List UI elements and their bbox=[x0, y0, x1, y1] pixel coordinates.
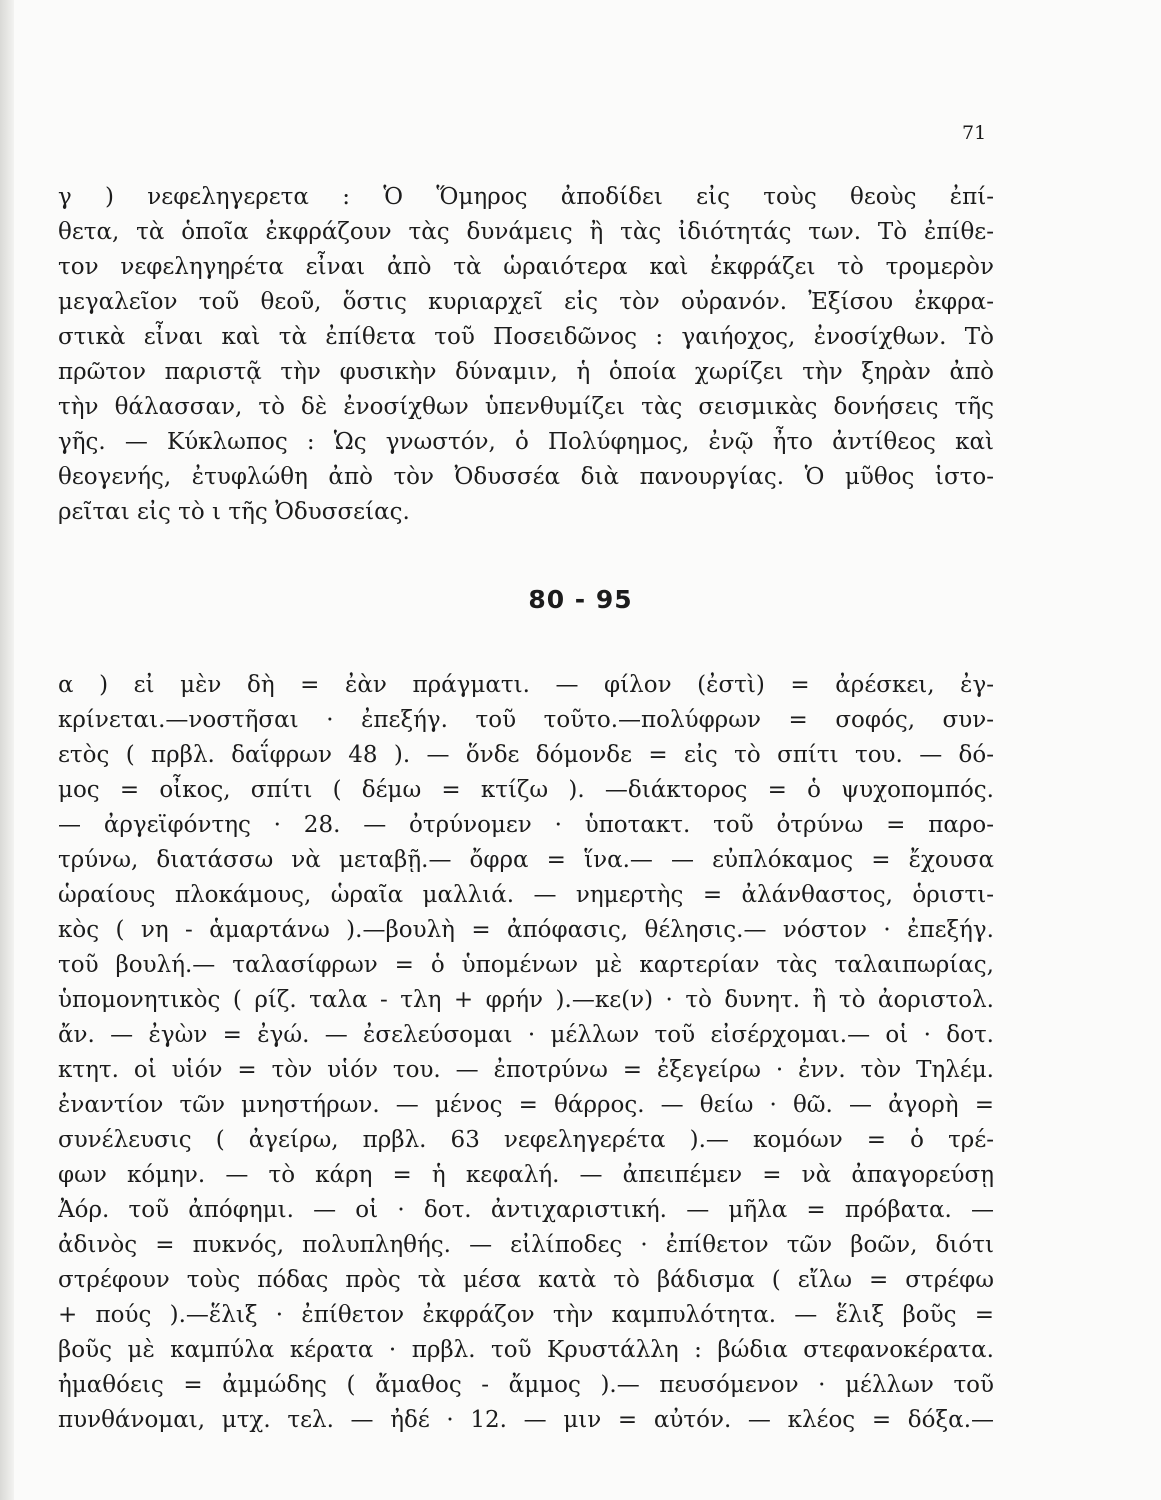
text-line: γῆς. — Κύκλωπος : Ὡς γνωστόν, ὁ Πολύφημος, ἐνῷ ἦτο ἀντίθεος καὶ bbox=[58, 429, 994, 455]
text-line: μεγαλεῖον τοῦ θεοῦ, ὅστις κυριαρχεῖ εἰς τὸν οὐρανόν. Ἐξίσου ἐκφρα- bbox=[58, 289, 994, 315]
text-line: — ἀργεϊφόντης · 28. — ὀτρύνομεν · ὑποτακτ. τοῦ ὀτρύνω = παρο- bbox=[58, 812, 994, 838]
text-line: στικὰ εἶναι καὶ τὰ ἐπίθετα τοῦ Ποσειδῶνος : γαιήοχος, ἐνοσίχθων. Τὸ bbox=[58, 324, 994, 350]
text-line: γ ) νεφεληγερετα : Ὁ Ὅμηρος ἀποδίδει εἰς τοὺς θεοὺς ἐπί- bbox=[58, 184, 994, 210]
text-line: κτητ. οἱ υἱόν = τὸν υἱόν του. — ἐποτρύνω = ἐξεγείρω · ἐνν. τὸν Τηλέμ. bbox=[58, 1057, 994, 1083]
text-line: ὑπομονητικὸς ( ρίζ. ταλα - τλη + φρήν ).—κε(ν) · τὸ δυνητ. ἢ τὸ ἀοριστολ. bbox=[58, 987, 994, 1013]
text-line: Ἀόρ. τοῦ ἀπόφημι. — οἱ · δοτ. ἀντιχαριστική. — μῆλα = πρόβατα. — bbox=[58, 1197, 994, 1223]
text-line: ὡραίους πλοκάμους, ὡραῖα μαλλιά. — νημερτὴς = ἀλάνθαστος, ὁριστι- bbox=[58, 882, 994, 908]
text-line: τρύνω, διατάσσω νὰ μεταβῇ.— ὄφρα = ἵνα.— — εὐπλόκαμος = ἔχουσα bbox=[58, 847, 994, 873]
text-line: κὸς ( νη - ἁμαρτάνω ).—βουλὴ = ἀπόφασις, θέλησις.— νόστον · ἐπεξήγ. bbox=[58, 917, 994, 943]
text-line: μος = οἶκος, σπίτι ( δέμω = κτίζω ). —διάκτορος = ὁ ψυχοπομπός. bbox=[58, 777, 994, 803]
text-line: πρῶτον παριστᾷ τὴν φυσικὴν δύναμιν, ἡ ὁποία χωρίζει τὴν ξηρὰν ἀπὸ bbox=[58, 359, 994, 385]
text-line: θετα, τὰ ὁποῖα ἐκφράζουν τὰς δυνάμεις ἢ τὰς ἰδιότητάς των. Τὸ ἐπίθε- bbox=[58, 219, 994, 245]
text-line: τοῦ βουλή.— ταλασίφρων = ὁ ὑπομένων μὲ καρτερίαν τὰς ταλαιπωρίας, bbox=[58, 952, 994, 978]
text-line: φων κόμην. — τὸ κάρη = ἡ κεφαλή. — ἀπειπέμεν = νὰ ἀπαγορεύσῃ bbox=[58, 1162, 994, 1188]
text-line: ἠμαθόεις = ἀμμώδης ( ἄμαθος - ἄμμος ).— πευσόμενον · μέλλων τοῦ bbox=[58, 1372, 994, 1398]
text-line: τον νεφεληγηρέτα εἶναι ἀπὸ τὰ ὡραιότερα καὶ ἐκφράζει τὸ τρομερὸν bbox=[58, 254, 994, 280]
text-line: συνέλευσις ( ἀγείρω, πρβλ. 63 νεφεληγερέτα ).— κομόων = ὁ τρέ- bbox=[58, 1127, 994, 1153]
text-line: τὴν θάλασσαν, τὸ δὲ ἐνοσίχθων ὑπενθυμίζει τὰς σεισμικὰς δονήσεις τῆς bbox=[58, 394, 994, 420]
text-line: ἀδινὸς = πυκνός, πολυπληθής. — εἰλίποδες · ἐπίθετον τῶν βοῶν, διότι bbox=[58, 1232, 994, 1258]
text-line: θεογενής, ἐτυφλώθη ἀπὸ τὸν Ὀδυσσέα διὰ πανουργίας. Ὁ μῦθος ἱστο- bbox=[58, 464, 994, 490]
text-line: πυνθάνομαι, μτχ. τελ. — ἠδέ · 12. — μιν = αὐτόν. — κλέος = δόξα.— bbox=[58, 1407, 994, 1433]
text-line: κρίνεται.—νοστῆσαι · ἐπεξήγ. τοῦ τοῦτο.—πολύφρων = σοφός, συν- bbox=[58, 707, 994, 733]
text-line: βοῦς μὲ καμπύλα κέρατα · πρβλ. τοῦ Κρυστάλλη : βώδια στεφανοκέρατα. bbox=[58, 1337, 994, 1363]
text-line: στρέφουν τοὺς πόδας πρὸς τὰ μέσα κατὰ τὸ βάδισμα ( εἴλω = στρέφω bbox=[58, 1267, 994, 1293]
text-line: ἄν. — ἐγὼν = ἐγώ. — ἐσελεύσομαι · μέλλων τοῦ εἰσέρχομαι.— οἱ · δοτ. bbox=[58, 1022, 994, 1048]
text-line: ἐναντίον τῶν μνηστήρων. — μένος = θάρρος. — θείω · θῶ. — ἀγορὴ = bbox=[58, 1092, 994, 1118]
text-line: + πούς ).—ἕλιξ · ἐπίθετον ἐκφράζον τὴν καμπυλότητα. — ἕλιξ βοῦς = bbox=[58, 1302, 994, 1328]
text-line: ετὸς ( πρβλ. δαΐφρων 48 ). — ὅνδε δόμονδε = εἰς τὸ σπίτι του. — δό- bbox=[58, 742, 994, 768]
text-line: α ) εἰ μὲν δὴ = ἐὰν πράγματι. — φίλον (ἐστὶ) = ἀρέσκει, ἐγ- bbox=[58, 672, 994, 698]
page-edge-shadow bbox=[0, 0, 14, 1500]
text-line: ρεῖται εἰς τὸ ι τῆς Ὀδυσσείας. bbox=[58, 499, 410, 525]
section-heading: 80 - 95 bbox=[528, 585, 633, 614]
page-number: 71 bbox=[962, 122, 987, 144]
